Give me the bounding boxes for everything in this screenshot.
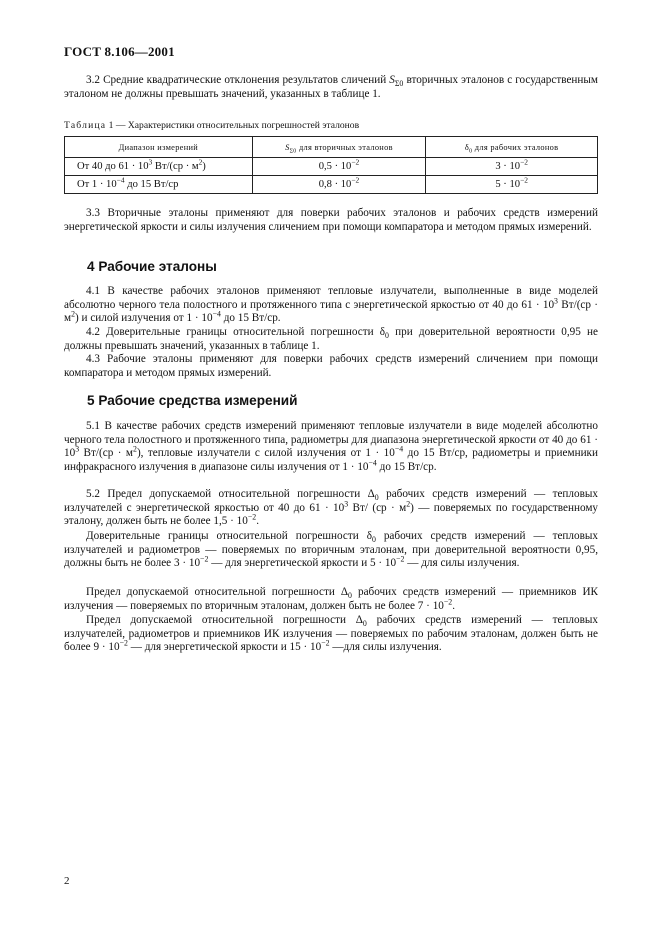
table-row (65, 158, 598, 176)
paragraph-4-2: 4.2 Доверительные границы относительной погрешности $\delta_0$ при доверительной вероятности 0,95 не должны превышать значений, указанных в таблице 1. (64, 326, 598, 352)
cell-delta: $3 \cdot 10^{-2}$ (426, 158, 598, 176)
cell-s: $0,8 \cdot 10^{-2}$ (252, 176, 426, 194)
table-1 (64, 136, 598, 194)
paragraph-4-3: 4.3 Рабочие эталоны применяют для поверки рабочих средств измерений сличением при помощи компаратора и методом прямых измерений. (64, 353, 598, 379)
table-header-row (65, 137, 598, 158)
section-5-title: 5 Рабочие средства измерений (87, 393, 298, 408)
paragraph-3-3: 3.3 Вторичные эталоны применяют для поверки рабочих эталонов и рабочих средств измерений энергетической яркости и силы излучения сличением при помощи компаратора и методом прямых измерений. (64, 207, 598, 233)
paragraph-5-2: 5.2 Предел допускаемой относительной погрешности $\Delta_0$ рабочих средств измерений — тепловых излучателей с энергетической яркостью от 40 до $61 \cdot 10^3$ Вт/ $(ср \cdot м^2)$ — поверяемых по государственному эталону, должен быть не более $1,5 \cdot 10^{-2}$. (64, 488, 598, 528)
cell-s: $0,5 \cdot 10^{-2}$ (252, 158, 426, 176)
header-s: $S_{\Sigma 0}$ для вторичных эталонов (252, 137, 426, 158)
cell-range: От $1 \cdot 10^{-4}$ до 15 Вт/ср (65, 176, 253, 194)
header-delta: $\delta_0$ для рабочих эталонов (426, 137, 598, 158)
table-caption: Таблица 1 — Характеристики относительных погрешностей эталонов (64, 120, 360, 131)
page-number: 2 (64, 875, 70, 887)
paragraph-5-1: 5.1 В качестве рабочих средств измерений применяют тепловые излучатели в виде моделей абсолютно черного тела полостного и протяженного типа, радиометры для диапазона энергетической яркости от 40 до $61 \cdot 10^3$ $Вт/(ср \cdot м^2)$, тепловые излучатели с силой излучения от $1 \cdot 10^{-4}$ до 15 Вт/ср, радиометры и приемники инфракрасного излучения в диапазоне силы излучения от $1 \cdot 10^{-4}$ до 15 Вт/ср. (64, 420, 598, 473)
cell-range: От 40 до $61 \cdot 10^3$ $Вт/(ср \cdot м^2)$ (65, 158, 253, 176)
cell-delta: $5 \cdot 10^{-2}$ (426, 176, 598, 194)
table-row (65, 176, 598, 194)
header-range: Диапазон измерений (65, 137, 253, 158)
paragraph-5-5: Предел допускаемой относительной погрешности $\Delta_0$ рабочих средств измерений — тепловых излучателей, радиометров и приемников ИК излучения — поверяемых по рабочим эталонам, должен быть не более $9 \cdot 10^{-2}$ — для энергетической яркости и $15 \cdot 10^{-2}$ —для силы излучения. (64, 614, 598, 654)
paragraph-5-4: Предел допускаемой относительной погрешности $\Delta_0$ рабочих средств измерений — приемников ИК излучения — поверяемых по вторичным эталонам, должен быть не более $7 \cdot 10^{-2}$. (64, 586, 598, 612)
paragraph-5-3: Доверительные границы относительной погрешности $\delta_0$ рабочих средств измерений — тепловых излучателей и радиометров — поверяемых по вторичным эталонам, при доверительной вероятности 0,95, должны быть не более $3 \cdot 10^{-2}$ — для энергетической яркости и $5 \cdot 10^{-2}$ — для силы излучения. (64, 530, 598, 570)
paragraph-4-1: 4.1 В качестве рабочих эталонов применяют тепловые излучатели, выполненные в виде моделей абсолютно черного тела полостного и протяженного типа с энергетической яркостью от 40 до $61 \cdot 10^3$ $Вт/(ср \cdot м^2)$ и силой излучения от $1 \cdot 10^{-4}$ до 15 Вт/ср. (64, 285, 598, 325)
document-header: ГОСТ 8.106—2001 (64, 44, 175, 59)
paragraph-3-2: 3.2 Средние квадратические отклонения результатов сличений $S_{\Sigma 0}$ вторичных эталонов с государственным эталоном не должны превышать значений, указанных в таблице 1. (64, 74, 598, 100)
section-4-title: 4 Рабочие эталоны (87, 259, 217, 274)
